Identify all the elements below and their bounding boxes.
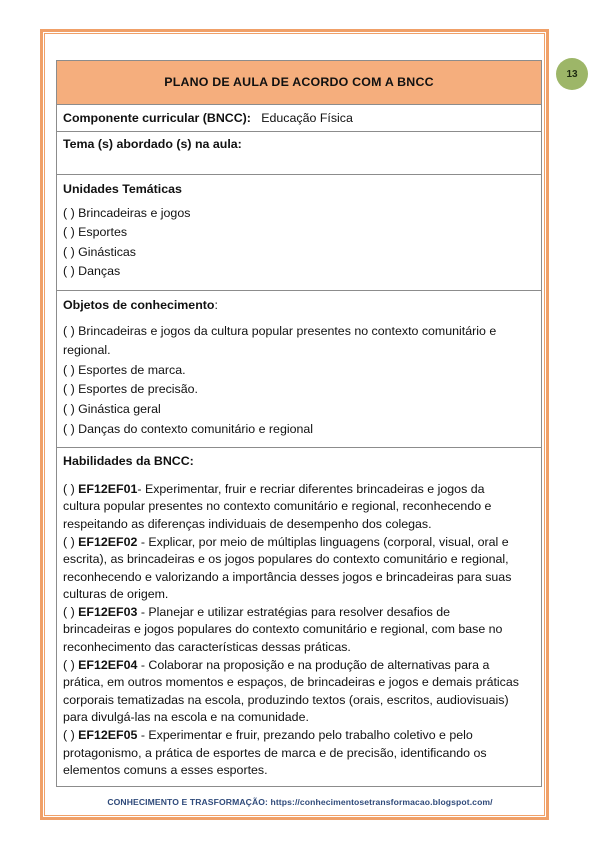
habilidade-checkbox: ( ) bbox=[63, 657, 75, 672]
objetos-heading bbox=[63, 296, 535, 316]
habilidade-text: - Colaborar na proposição e na produção de alternativas para a bbox=[137, 657, 490, 672]
componente-row bbox=[57, 105, 542, 132]
habilidade-line: reconhecendo e valorizando a importância desses jogos e brincadeiras para suas bbox=[63, 569, 512, 584]
page-number-badge: 13 bbox=[556, 58, 588, 90]
habilidade-item bbox=[63, 657, 535, 675]
footer-link[interactable]: CONHECIMENTO E TRASFORMAÇÃO: https://conhecimentosetransformacao.blogspot.com/ bbox=[107, 797, 493, 807]
objeto-line: ( ) Esportes de marca. bbox=[63, 362, 186, 377]
habilidade-line: respeitando as diferenças individuais de desempenho dos colegas. bbox=[63, 516, 432, 531]
habilidades-row bbox=[57, 448, 542, 787]
habilidade-line: brincadeiras e jogos populares do contexto comunitário e regional, com base no bbox=[63, 622, 503, 637]
componente-label: Componente curricular (BNCC): bbox=[63, 110, 251, 125]
habilidade-line: culturas de origem. bbox=[63, 587, 169, 602]
habilidade-text: - Experimentar e fruir, prezando pelo trabalho coletivo e pelo bbox=[137, 728, 473, 743]
habilidade-code: EF12EF01 bbox=[78, 481, 138, 496]
habilidade-line: protagonismo, a prática de esportes de marca e de precisão, identificando os bbox=[63, 745, 487, 760]
habilidade-line: escrita), as brincadeiras e os jogos populares do contexto comunitário e regional, bbox=[63, 552, 509, 567]
objetos-heading-text: Objetos de conhecimento bbox=[63, 297, 215, 312]
habilidade-code: EF12EF05 bbox=[78, 728, 138, 743]
lesson-plan-table bbox=[56, 60, 542, 787]
tema-label: Tema (s) abordado (s) na aula: bbox=[63, 137, 242, 151]
objeto-line: regional. bbox=[63, 343, 111, 358]
unidade-item: ( ) Danças bbox=[63, 264, 121, 279]
habilidade-checkbox: ( ) bbox=[63, 534, 75, 549]
unidades-row bbox=[57, 175, 542, 291]
componente-value: Educação Física bbox=[261, 110, 353, 125]
habilidade-item bbox=[63, 534, 535, 552]
habilidade-text: - Explicar, por meio de múltiplas linguagens (corporal, visual, oral e bbox=[137, 534, 509, 549]
habilidade-line: corporais tematizadas na escola, produzindo textos (orais, escritos, audiovisuais) bbox=[63, 692, 509, 707]
habilidade-checkbox: ( ) bbox=[63, 481, 75, 496]
habilidade-item bbox=[63, 604, 535, 622]
objetos-heading-suffix: : bbox=[214, 297, 218, 312]
habilidade-code: EF12EF04 bbox=[78, 657, 138, 672]
habilidade-line: elementos comuns a esses esportes. bbox=[63, 763, 268, 778]
unidades-heading: Unidades Temáticas bbox=[63, 182, 182, 196]
habilidade-text: - Experimentar, fruir e recriar diferentes brincadeiras e jogos da bbox=[137, 481, 485, 496]
habilidade-checkbox: ( ) bbox=[63, 604, 75, 619]
objeto-line: ( ) Danças do contexto comunitário e regional bbox=[63, 421, 314, 436]
objeto-line: ( ) Brincadeiras e jogos da cultura popular presentes no contexto comunitário e bbox=[63, 323, 497, 338]
habilidade-checkbox: ( ) bbox=[63, 728, 75, 743]
objeto-line: ( ) Esportes de precisão. bbox=[63, 382, 198, 397]
habilidade-line: cultura popular presentes no contexto comunitário e regional, reconhecendo e bbox=[63, 499, 492, 514]
habilidade-code: EF12EF03 bbox=[78, 604, 138, 619]
habilidade-item bbox=[63, 481, 535, 499]
habilidade-item bbox=[63, 727, 535, 745]
unidade-item: ( ) Brincadeiras e jogos bbox=[63, 205, 191, 220]
habilidade-line: reconhecimento das características dessas práticas. bbox=[63, 640, 351, 655]
habilidade-line: prática, em outros momentos e espaços, de brincadeiras e jogos e demais práticas bbox=[63, 675, 519, 690]
plan-title: PLANO DE AULA DE ACORDO COM A BNCC bbox=[57, 61, 542, 105]
unidade-item: ( ) Ginásticas bbox=[63, 244, 136, 259]
unidade-item: ( ) Esportes bbox=[63, 225, 128, 240]
habilidade-text: - Planejar e utilizar estratégias para resolver desafios de bbox=[137, 604, 451, 619]
objetos-row bbox=[57, 290, 542, 447]
habilidades-heading: Habilidades da BNCC: bbox=[63, 454, 194, 469]
habilidade-line: para divulgá-las na escola e na comunidade. bbox=[63, 710, 309, 725]
habilidade-code: EF12EF02 bbox=[78, 534, 138, 549]
tema-row bbox=[57, 132, 542, 175]
objeto-line: ( ) Ginástica geral bbox=[63, 401, 161, 416]
